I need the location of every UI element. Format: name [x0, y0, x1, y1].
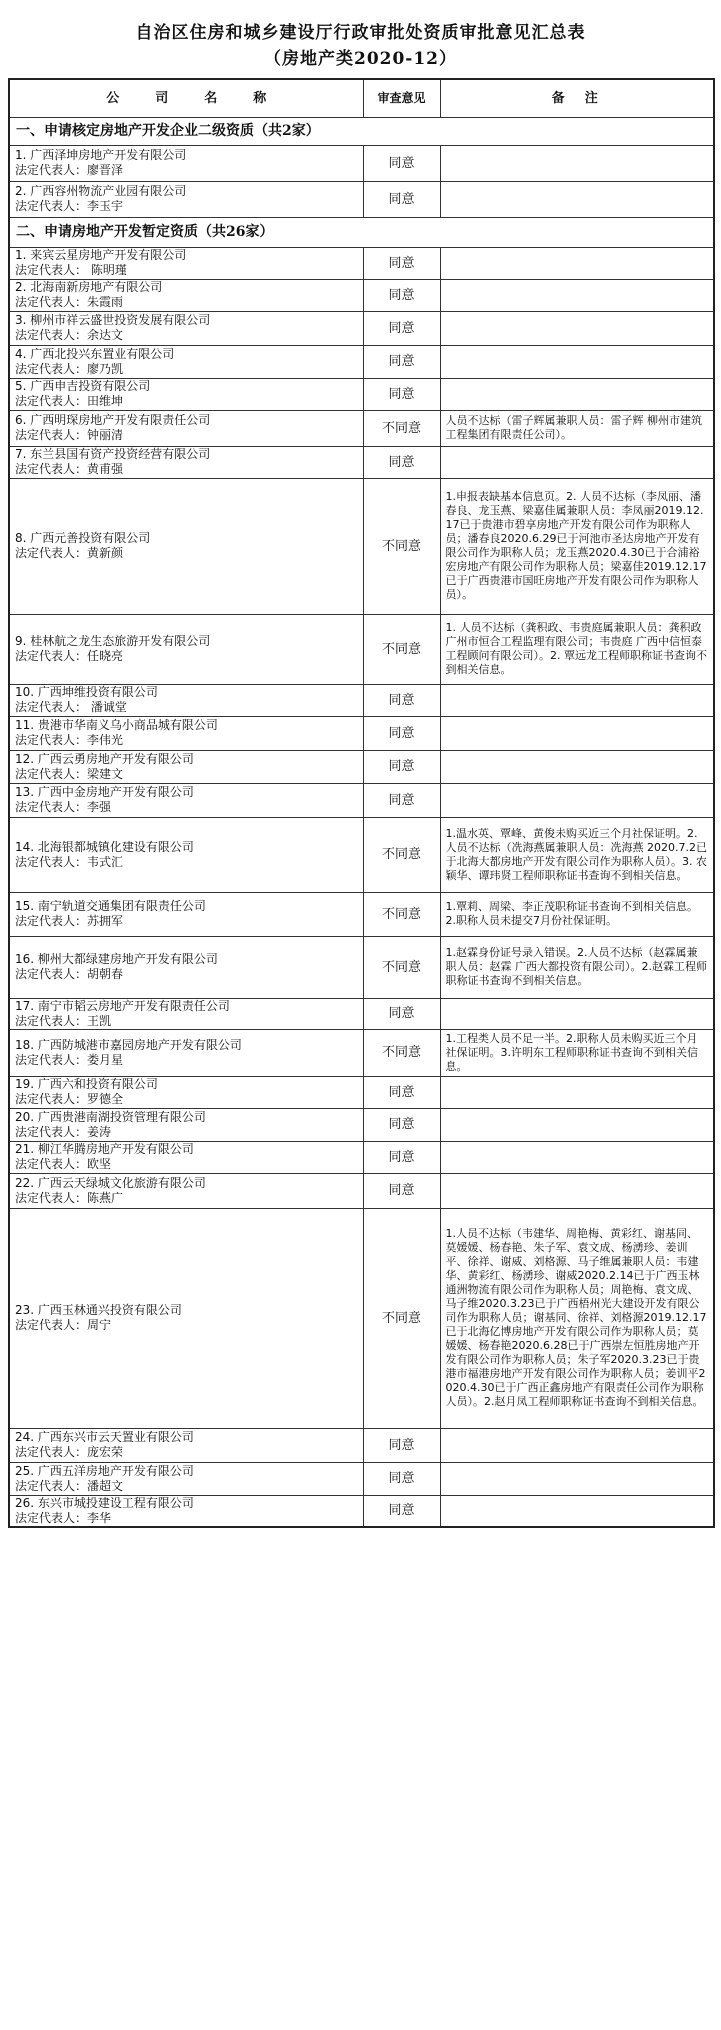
section-heading: 二、申请房地产开发暂定资质（共26家）	[9, 217, 714, 247]
opinion-cell: 不同意	[363, 892, 440, 936]
opinion-cell: 同意	[363, 1462, 440, 1495]
company-cell	[9, 998, 363, 1029]
remark-text: 1.覃莉、周梁、李正茂职称证书查询不到相关信息。2.职称人员未提交7月份社保证明。	[445, 900, 698, 927]
opinion-cell: 同意	[363, 279, 440, 311]
company-cell	[9, 684, 363, 716]
company-cell	[9, 1076, 363, 1108]
company-name: 7. 东兰县国有资产投资经营有限公司	[15, 447, 211, 461]
legal-representative: 法定代表人：廖晋泽	[15, 163, 124, 177]
remark-cell	[440, 311, 714, 345]
table-row	[9, 998, 714, 1029]
remark-cell	[440, 410, 714, 446]
document-title: 自治区住房和城乡建设厅行政审批处资质审批意见汇总表	[135, 23, 586, 43]
opinion-cell: 同意	[363, 716, 440, 750]
legal-representative: 法定代表人：田维坤	[15, 394, 124, 408]
company-name: 3. 柳州市祥云盛世投资发展有限公司	[15, 313, 211, 327]
opinion-cell: 同意	[363, 1428, 440, 1462]
table-row	[9, 817, 714, 892]
legal-representative: 法定代表人：庞宏荣	[15, 1445, 124, 1459]
company-name: 12. 广西云勇房地产开发有限公司	[15, 751, 194, 766]
company-name: 22. 广西云天绿城文化旅游有限公司	[15, 1175, 206, 1190]
table-row	[9, 410, 714, 446]
company-name: 21. 柳江华腾房地产开发有限公司	[15, 1142, 194, 1156]
document-subtitle: （房地产类2020-12）	[263, 49, 458, 69]
company-cell	[9, 311, 363, 345]
opinion-cell: 同意	[363, 1495, 440, 1527]
remark-cell	[440, 1428, 714, 1462]
remark-text: 1.温水英、覃峰、黄俊未购买近三个月社保证明。2.人员不达标（冼海燕属兼职人员：冼海燕 2020.7.2已于北海大都房地产开发有限公司作为职称人员）。3. 农颖华、谭玮贤工程师职称证书查询不到相关信息。	[445, 826, 707, 882]
section-row	[9, 117, 714, 145]
opinion-cell: 不同意	[363, 478, 440, 614]
remark-text: 1.工程类人员不足一半。2.职称人员未购买近三个月社保证明。3.许明东工程师职称证书查询不到相关信息。	[445, 1031, 698, 1073]
remark-cell	[440, 750, 714, 783]
remark-cell	[440, 716, 714, 750]
table-row	[9, 684, 714, 716]
remark-text: 1.人员不达标（韦建华、周艳梅、黄彩红、谢基同、莫媛媛、杨春艳、朱子军、袁文成、杨湧珍、姜训平、徐祥、谢威、刘格源、马子维属兼职人员：韦建华、黄彩红、杨湧珍、谢威2020.2.14已于广西玉林通洲物流有限公司作为职称人员；周艳梅、袁文成、马子维2020.3.23已于广西梧州光大建设开发有限公司作为职称人员；谢基同、徐祥、刘格源2019.12.17已于北海亿博房地产开发有限公司作为职称人员；莫媛媛、杨春艳2020.6.28已于广西崇左恒胜房地产开发有限公司作为职称人员；朱子军2020.3.23已于贵港市福港房地产开发有限公司作为职称人员；姜训平2020.4.30已于广西正鑫房地产有限责任公司作为职称人员）。2.赵月凤工程师职称证书查询不到相关信息。	[445, 1227, 707, 1408]
legal-representative: 法定代表人：李强	[15, 800, 112, 814]
company-cell	[9, 181, 363, 217]
opinion-cell: 同意	[363, 247, 440, 279]
opinion-cell: 不同意	[363, 936, 440, 998]
company-name: 2. 广西容州物流产业园有限公司	[15, 184, 187, 198]
remark-cell	[440, 998, 714, 1029]
opinion-cell: 同意	[363, 1076, 440, 1108]
title-block	[0, 0, 721, 78]
table-row	[9, 311, 714, 345]
table-row	[9, 378, 714, 410]
table-row	[9, 345, 714, 378]
approval-table	[8, 78, 715, 1528]
company-cell	[9, 1495, 363, 1527]
company-cell	[9, 750, 363, 783]
company-name: 1. 来宾云星房地产开发有限公司	[15, 248, 187, 262]
legal-representative: 法定代表人： 潘诚堂	[15, 700, 127, 714]
remark-cell	[440, 1173, 714, 1208]
company-cell	[9, 1462, 363, 1495]
legal-representative: 法定代表人：韦式汇	[15, 854, 124, 869]
company-cell	[9, 1141, 363, 1173]
remark-cell	[440, 614, 714, 684]
opinion-cell: 同意	[363, 998, 440, 1029]
company-cell	[9, 817, 363, 892]
table-row	[9, 1108, 714, 1141]
opinion-cell: 同意	[363, 1108, 440, 1141]
remark-text: 人员不达标（雷子辉属兼职人员：雷子辉 柳州市建筑工程集团有限责任公司）。	[445, 414, 702, 441]
company-cell	[9, 279, 363, 311]
company-name: 13. 广西中金房地产开发有限公司	[15, 785, 194, 799]
company-name: 25. 广西五洋房地产开发有限公司	[15, 1463, 194, 1478]
company-name: 11. 贵港市华南义乌小商品城有限公司	[15, 718, 218, 732]
header-remark: 备注	[440, 79, 714, 117]
section-row	[9, 217, 714, 247]
opinion-cell: 同意	[363, 145, 440, 181]
company-cell	[9, 1208, 363, 1428]
table-row	[9, 1428, 714, 1462]
remark-cell	[440, 1029, 714, 1076]
remark-cell	[440, 1108, 714, 1141]
legal-representative: 法定代表人：娄月星	[15, 1052, 124, 1067]
table-row	[9, 446, 714, 478]
opinion-cell: 不同意	[363, 1029, 440, 1076]
legal-representative: 法定代表人：任晓亮	[15, 649, 124, 663]
company-name: 14. 北海银都城镇化建设有限公司	[15, 839, 194, 854]
company-name: 15. 南宁轨道交通集团有限责任公司	[15, 899, 206, 913]
table-row	[9, 1173, 714, 1208]
opinion-cell: 不同意	[363, 817, 440, 892]
legal-representative: 法定代表人：胡朝春	[15, 967, 124, 981]
legal-representative: 法定代表人：李华	[15, 1510, 112, 1525]
table-row	[9, 783, 714, 817]
company-name: 9. 桂林航之龙生态旅游开发有限公司	[15, 634, 211, 648]
opinion-cell: 不同意	[363, 410, 440, 446]
table-row	[9, 1495, 714, 1527]
remark-cell	[440, 279, 714, 311]
legal-representative: 法定代表人：苏拥军	[15, 914, 124, 928]
legal-representative: 法定代表人：黄甫强	[15, 462, 124, 476]
header-company: 公司名称	[9, 79, 363, 117]
remark-cell	[440, 936, 714, 998]
remark-text: 1.申报表缺基本信息页。2. 人员不达标（李凤丽、潘春良、龙玉燕、梁嘉佳属兼职人员：李凤丽2019.12.17已于贵港市碧享房地产开发有限公司作为职称人员；潘春良2020.6.29已于河池市圣达房地产开发有限公司作为职称人员；龙玉燕2020.4.30已于合浦裕宏房地产有限公司作为职称人员；梁嘉佳2019.12.17已于广西贵港市国旺房地产开发有限公司作为职称人员）。	[445, 490, 707, 601]
opinion-cell: 同意	[363, 750, 440, 783]
company-name: 16. 柳州大都绿建房地产开发有限公司	[15, 952, 218, 966]
company-cell	[9, 1173, 363, 1208]
remark-cell	[440, 378, 714, 410]
legal-representative: 法定代表人：梁建文	[15, 766, 124, 781]
table-row	[9, 1076, 714, 1108]
table-row	[9, 279, 714, 311]
legal-representative: 法定代表人：黄新颜	[15, 546, 124, 560]
opinion-cell: 同意	[363, 783, 440, 817]
company-name: 8. 广西元善投资有限公司	[15, 531, 151, 545]
header-opinion: 审查意见	[363, 79, 440, 117]
table-row	[9, 1208, 714, 1428]
company-name: 18. 广西防城港市嘉园房地产开发有限公司	[15, 1037, 242, 1052]
section-heading: 一、申请核定房地产开发企业二级资质（共2家）	[9, 117, 714, 145]
company-cell	[9, 936, 363, 998]
opinion-cell: 不同意	[363, 614, 440, 684]
company-name: 24. 广西东兴市云天置业有限公司	[15, 1430, 194, 1444]
company-name: 6. 广西明琛房地产开发有限责任公司	[15, 413, 211, 427]
table-row	[9, 750, 714, 783]
company-cell	[9, 410, 363, 446]
remark-cell	[440, 478, 714, 614]
legal-representative: 法定代表人：钟丽清	[15, 428, 124, 442]
legal-representative: 法定代表人：欧坚	[15, 1157, 112, 1171]
table-row	[9, 478, 714, 614]
table-row	[9, 1462, 714, 1495]
company-name: 5. 广西申吉投资有限公司	[15, 379, 151, 393]
legal-representative: 法定代表人：罗德全	[15, 1092, 124, 1106]
opinion-cell: 同意	[363, 311, 440, 345]
remark-cell	[440, 145, 714, 181]
company-name: 26. 东兴市城投建设工程有限公司	[15, 1495, 194, 1510]
legal-representative: 法定代表人：潘超文	[15, 1478, 124, 1493]
company-name: 20. 广西贵港南湖投资管理有限公司	[15, 1109, 206, 1124]
company-cell	[9, 1428, 363, 1462]
company-cell	[9, 478, 363, 614]
company-name: 10. 广西坤维投资有限公司	[15, 685, 158, 699]
legal-representative: 法定代表人：李玉宇	[15, 199, 124, 213]
company-cell	[9, 247, 363, 279]
company-cell	[9, 378, 363, 410]
remark-cell	[440, 1462, 714, 1495]
legal-representative: 法定代表人： 陈明瑾	[15, 263, 127, 277]
remark-cell	[440, 783, 714, 817]
company-cell	[9, 446, 363, 478]
company-cell	[9, 614, 363, 684]
remark-cell	[440, 1495, 714, 1527]
remark-cell	[440, 181, 714, 217]
company-cell	[9, 892, 363, 936]
company-name: 17. 南宁市韬云房地产开发有限责任公司	[15, 998, 230, 1013]
legal-representative: 法定代表人：李伟光	[15, 733, 124, 747]
remark-cell	[440, 247, 714, 279]
company-name: 23. 广西玉林通兴投资有限公司	[15, 1303, 182, 1317]
opinion-cell: 同意	[363, 181, 440, 217]
remark-cell	[440, 892, 714, 936]
opinion-cell: 同意	[363, 684, 440, 716]
opinion-cell: 同意	[363, 446, 440, 478]
opinion-cell: 同意	[363, 378, 440, 410]
remark-cell	[440, 1141, 714, 1173]
remark-cell	[440, 684, 714, 716]
opinion-cell: 同意	[363, 1141, 440, 1173]
table-body	[9, 79, 714, 1527]
company-name: 1. 广西泽坤房地产开发有限公司	[15, 148, 187, 162]
company-cell	[9, 716, 363, 750]
company-cell	[9, 345, 363, 378]
legal-representative: 法定代表人：周宁	[15, 1318, 112, 1332]
opinion-cell: 不同意	[363, 1208, 440, 1428]
opinion-cell: 同意	[363, 345, 440, 378]
table-row	[9, 936, 714, 998]
remark-text: 1. 人员不达标（龚积政、韦贵庭属兼职人员：龚积政 广州市恒合工程监理有限公司；韦贵庭 广西中信恒泰工程顾问有限公司）。2. 覃远龙工程师职称证书查询不到相关信息。	[445, 621, 707, 676]
remark-cell	[440, 446, 714, 478]
remark-cell	[440, 817, 714, 892]
table-row	[9, 614, 714, 684]
table-row	[9, 892, 714, 936]
legal-representative: 法定代表人：朱霞雨	[15, 295, 124, 309]
company-name: 19. 广西六和投资有限公司	[15, 1077, 158, 1091]
company-cell	[9, 783, 363, 817]
company-cell	[9, 145, 363, 181]
legal-representative: 法定代表人：姜涛	[15, 1124, 112, 1139]
opinion-cell: 同意	[363, 1173, 440, 1208]
remark-cell	[440, 1076, 714, 1108]
company-cell	[9, 1108, 363, 1141]
table-row	[9, 181, 714, 217]
company-cell	[9, 1029, 363, 1076]
legal-representative: 法定代表人：廖乃凯	[15, 361, 124, 376]
table-row	[9, 145, 714, 181]
remark-text: 1.赵霖身份证号录入错误。2.人员不达标（赵霖属兼职人员：赵霖 广西大都投资有限公司）。2.赵霖工程师职称证书查询不到相关信息。	[445, 946, 707, 987]
legal-representative: 法定代表人：余达文	[15, 328, 124, 342]
legal-representative: 法定代表人：王凯	[15, 1013, 112, 1028]
table-row	[9, 247, 714, 279]
remark-cell	[440, 1208, 714, 1428]
legal-representative: 法定代表人：陈燕广	[15, 1190, 124, 1205]
header-row	[9, 79, 714, 117]
table-row	[9, 716, 714, 750]
company-name: 4. 广西北投兴东置业有限公司	[15, 346, 175, 361]
company-name: 2. 北海南新房地产有限公司	[15, 280, 163, 294]
table-row	[9, 1141, 714, 1173]
remark-cell	[440, 345, 714, 378]
table-row	[9, 1029, 714, 1076]
